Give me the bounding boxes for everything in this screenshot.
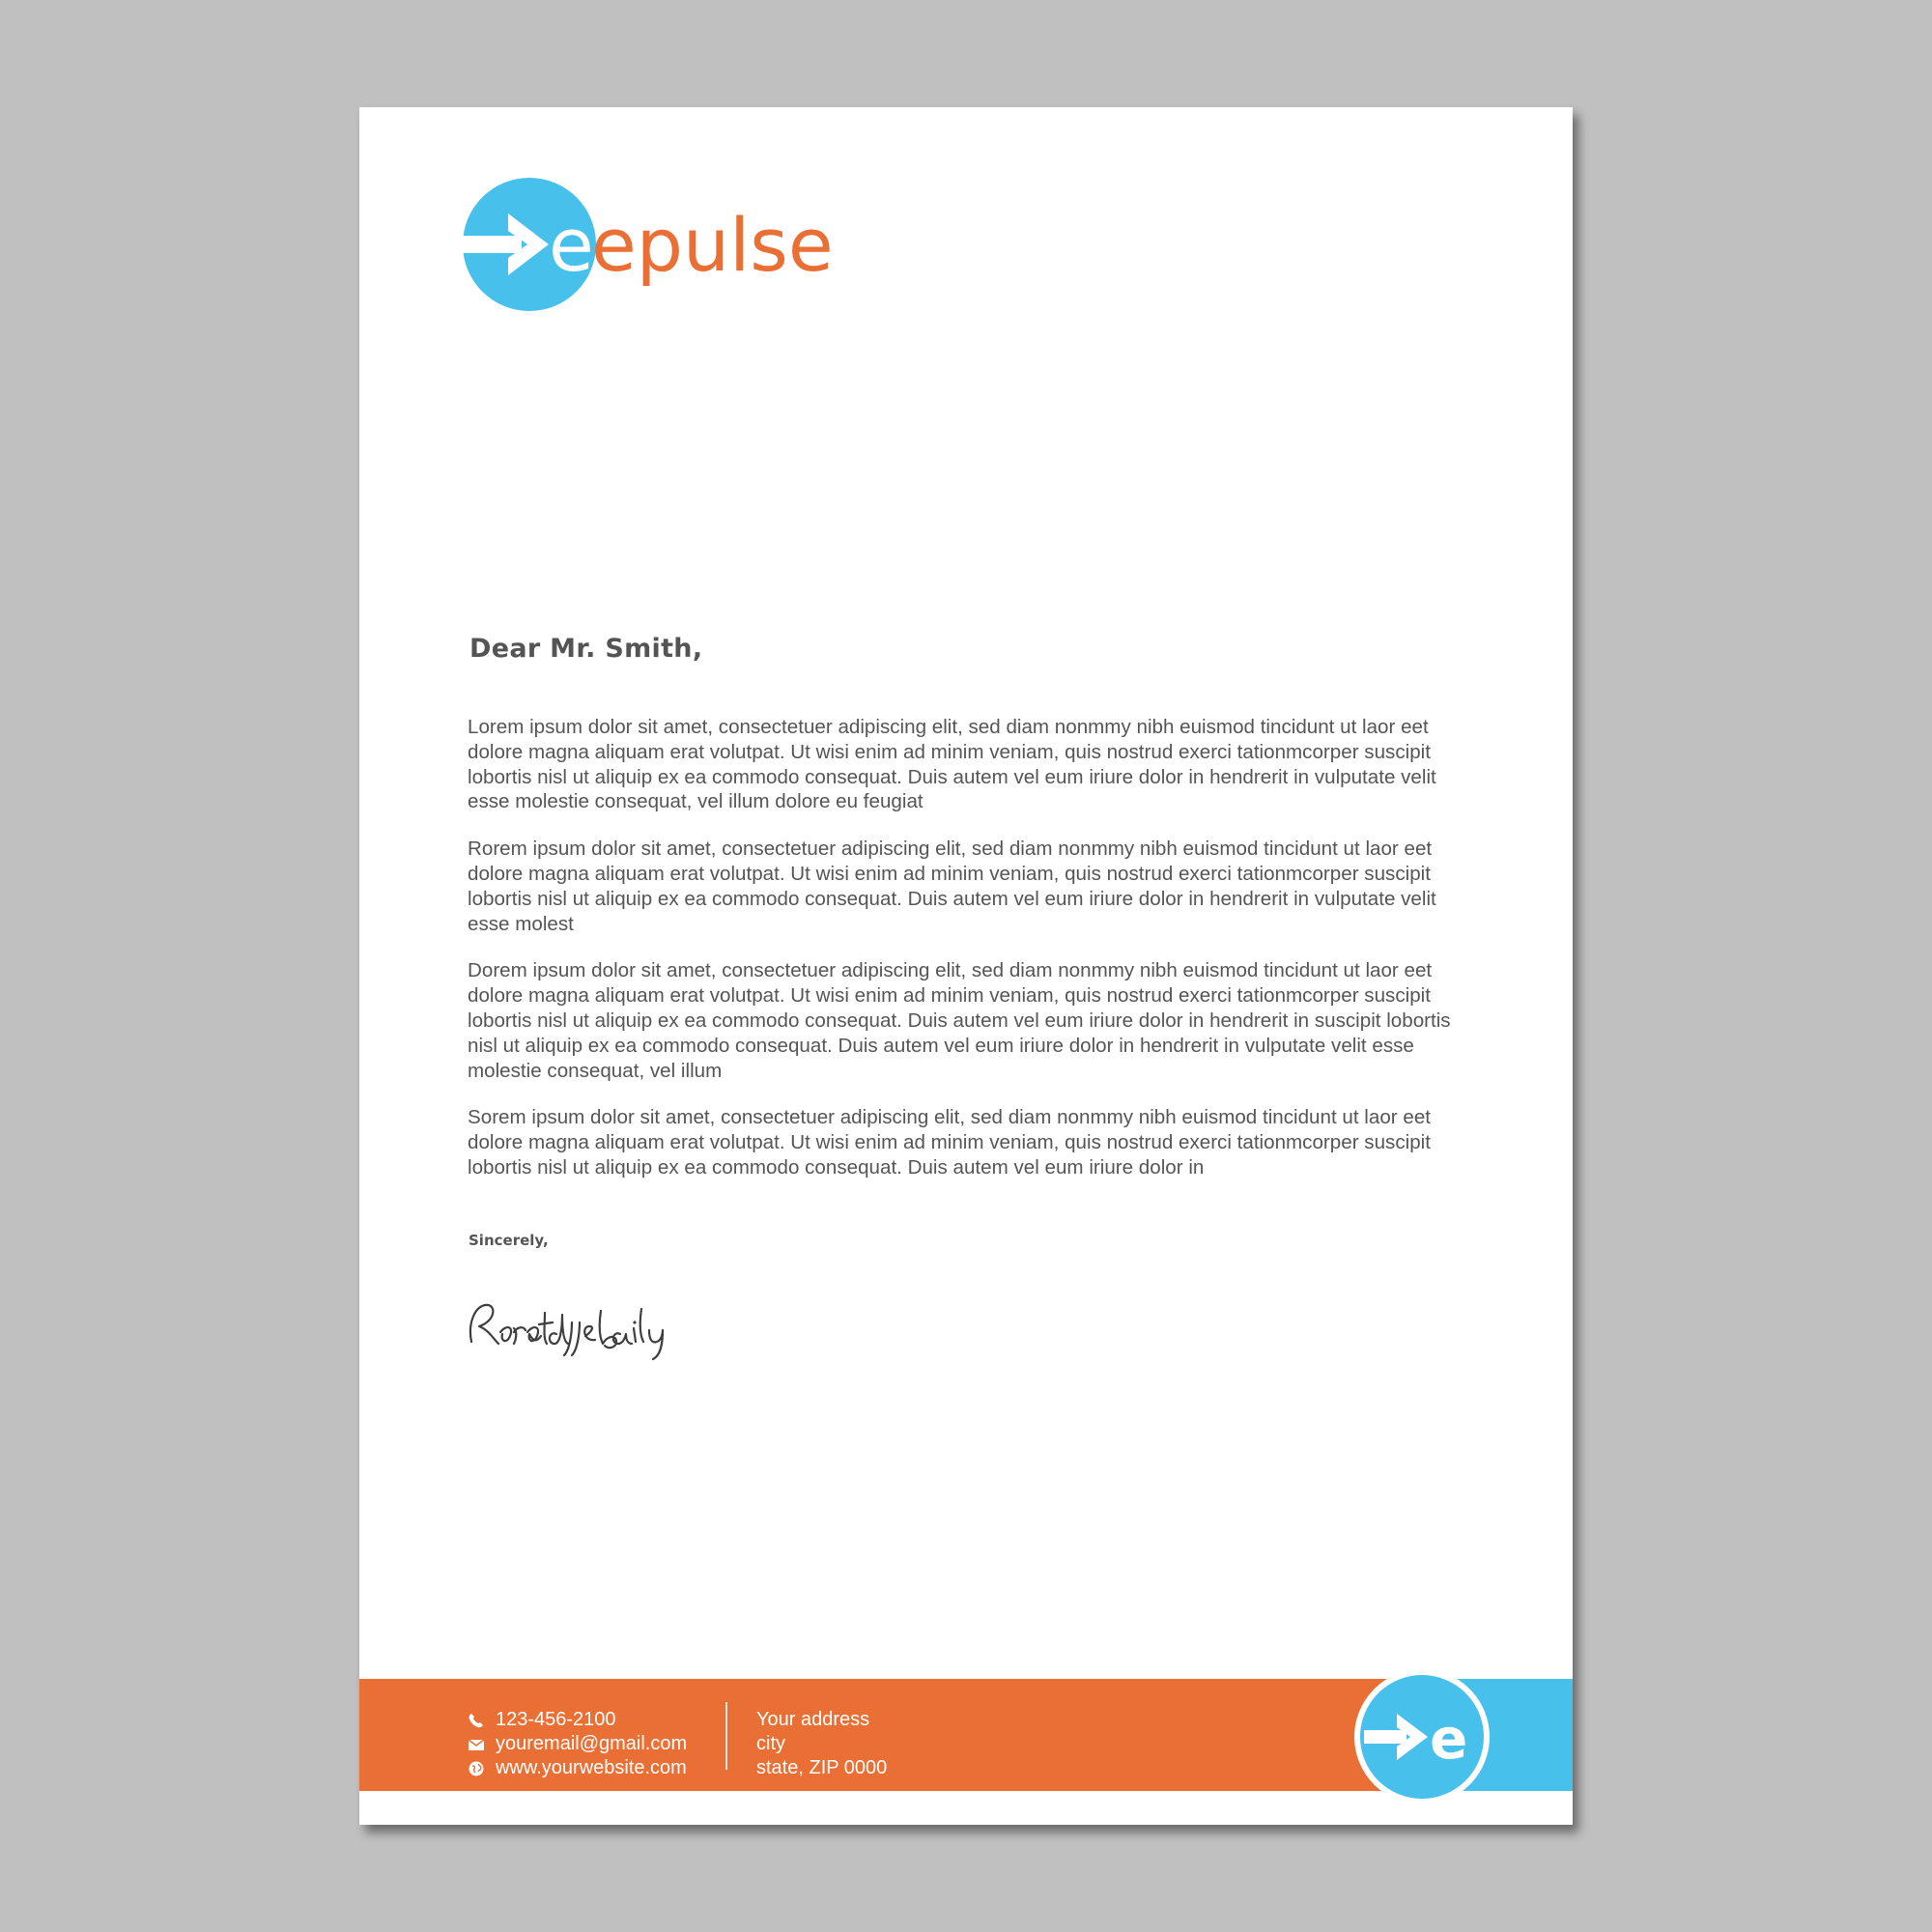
signature (464, 1293, 686, 1361)
footer-divider (725, 1702, 727, 1770)
salutation: Dear Mr. Smith, (469, 634, 703, 664)
phone-number[interactable]: 123-456-2100 (496, 1709, 616, 1730)
contact-info (468, 1708, 687, 1780)
globe-icon (468, 1760, 485, 1777)
address-block (756, 1708, 887, 1780)
contact-email (468, 1732, 687, 1756)
address-line: city (756, 1733, 785, 1754)
epulse-logo (462, 177, 848, 312)
body-paragraph: Dorem ipsum dolor sit amet, consectetuer adipiscing elit, sed diam nonmmy nibh euismod tincidunt ut laor eet dolore magna aliquam erat volutpat. Ut wisi enim ad minim veniam, quis nostrud exerci tationmcorper suscipit lobortis nisl ut aliquip ex ea commodo consequat. Duis autem vel eum iriure dolor in hendrerit in suscipit lobortis nisl ut aliquip ex ea commodo consequat. Duis autem vel eum iriure dolor in hendrerit in vulputate velit esse molestie consequat, vel illum (468, 959, 1451, 1082)
contact-phone (468, 1708, 687, 1732)
phone-icon (468, 1712, 485, 1729)
letterhead-page (359, 107, 1573, 1825)
body-paragraph: Lorem ipsum dolor sit amet, consectetuer adipiscing elit, sed diam nonmmy nibh euismod tincidunt ut laor eet dolore magna aliquam erat volutpat. Ut wisi enim ad minim veniam, quis nostrud exerci tationmcorper suscipit lobortis nisl ut aliquip ex ea commodo consequat. Duis autem vel eum iriure dolor in hendrerit in vulputate velit esse molestie consequat, vel illum dolore eu feugiat (468, 716, 1436, 813)
footer-band (359, 1679, 1573, 1791)
address-line: state, ZIP 0000 (756, 1757, 888, 1778)
address-line: Your address (756, 1709, 870, 1730)
website-url[interactable]: www.yourwebsite.com (496, 1757, 687, 1778)
email-icon (468, 1736, 485, 1753)
body-paragraph: Rorem ipsum dolor sit amet, consectetuer adipiscing elit, sed diam nonmmy nibh euismod tincidunt ut laor eet dolore magna aliquam erat volutpat. Ut wisi enim ad minim veniam, quis nostrud exerci tationmcorper suscipit lobortis nisl ut aliquip ex ea commodo consequat. Duis autem vel eum iriure dolor in hendrerit in vulputate velit esse molest (468, 838, 1436, 935)
closing: Sincerely, (469, 1232, 549, 1249)
email-address[interactable]: youremail@gmail.com (496, 1733, 688, 1754)
logo-mark-letter: e (549, 202, 594, 288)
footer-logo-mark (1354, 1669, 1490, 1804)
footer-logo-letter: e (1430, 1706, 1468, 1772)
letter-body (468, 715, 1463, 1203)
contact-website (468, 1756, 687, 1780)
logo-wordmark: epulse (591, 202, 834, 288)
body-paragraph: Sorem ipsum dolor sit amet, consectetuer adipiscing elit, sed diam nonmmy nibh euismod tincidunt ut laor eet dolore magna aliquam erat volutpat. Ut wisi enim ad minim veniam, quis nostrud exerci tationmcorper suscipit lobortis nisl ut aliquip ex ea commodo consequat. Duis autem vel eum iriure dolor in (468, 1106, 1431, 1179)
